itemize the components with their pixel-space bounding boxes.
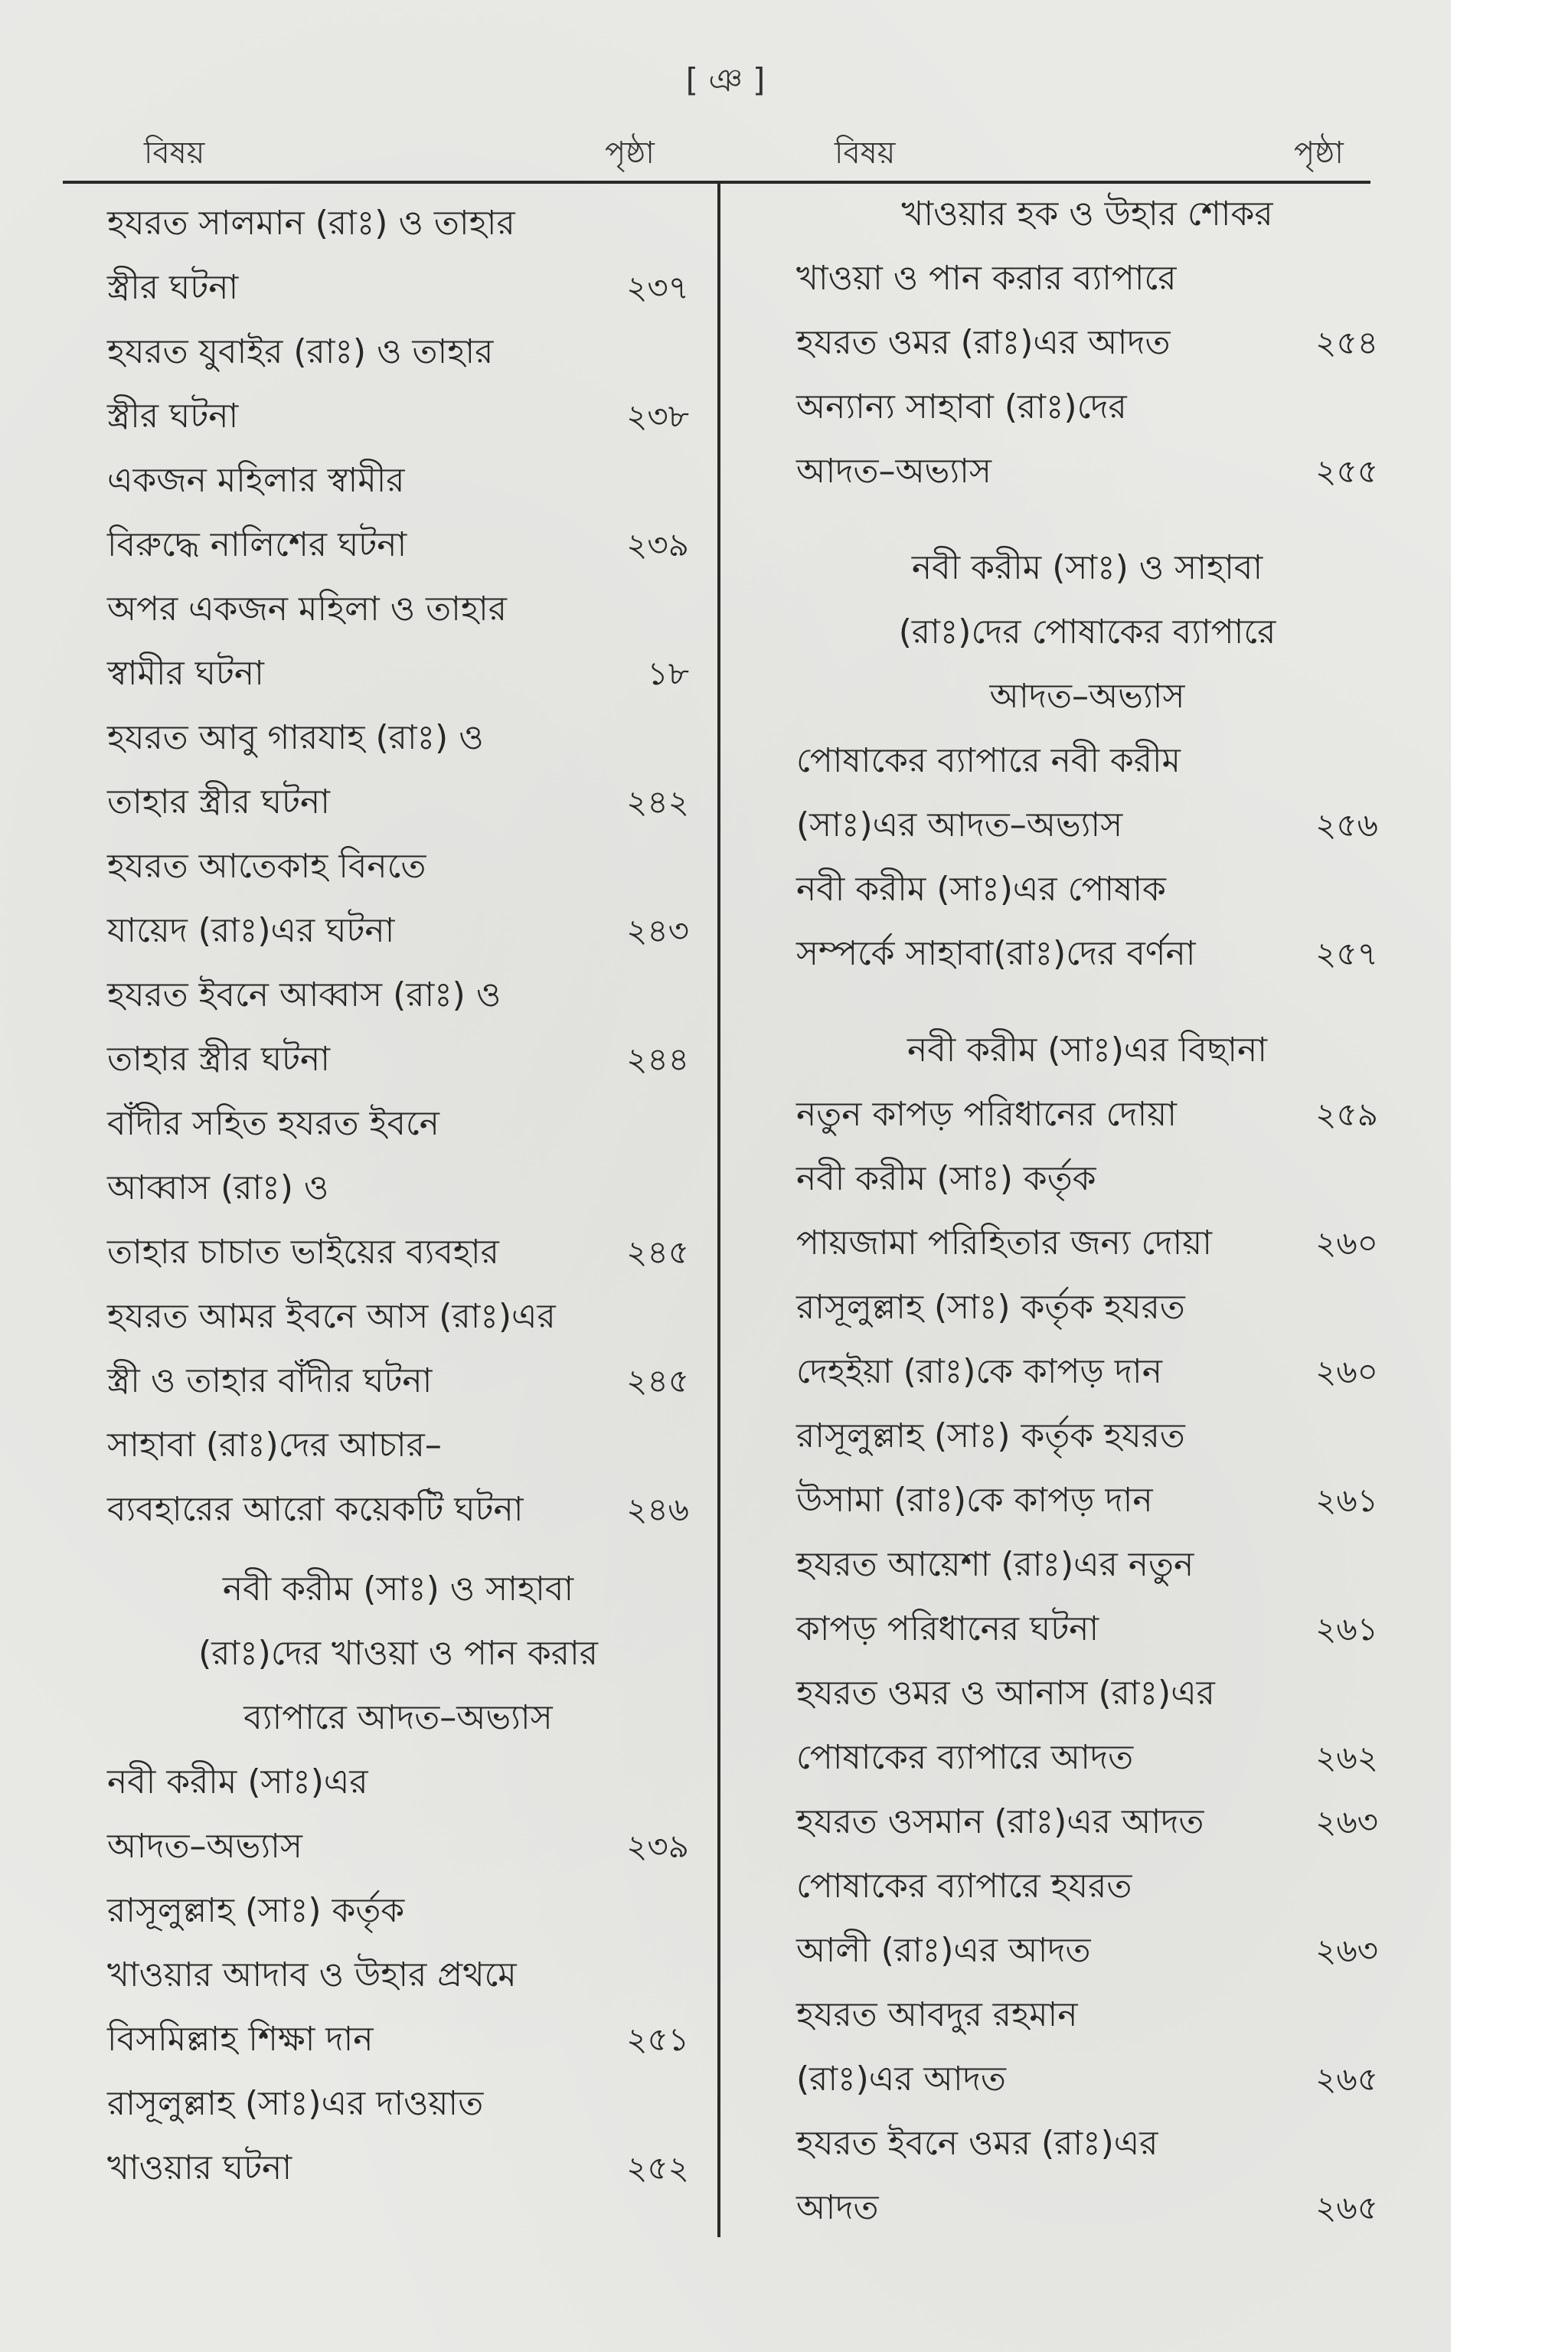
toc-entry: হযরত আতেকাহ বিনতে xyxy=(107,847,426,886)
toc-page-number: ২৩৮ xyxy=(626,397,689,435)
toc-page-number: ২৬১ xyxy=(1315,1481,1378,1519)
toc-page-number: ২৪৬ xyxy=(626,1491,689,1528)
left-page-header: পৃষ্ঠা xyxy=(605,136,655,171)
toc-page-number: ২৫৪ xyxy=(1315,324,1378,361)
toc-entry: কাপড় পরিধানের ঘটনা xyxy=(796,1609,1099,1648)
toc-entry: পোষাকের ব্যাপারে আদত xyxy=(796,1738,1134,1777)
toc-page-number: ২৪৪ xyxy=(626,1040,689,1078)
toc-entry: স্ত্রী ও তাহার বাঁদীর ঘটনা xyxy=(107,1361,433,1400)
toc-entry: হযরত আবদুর রহমান xyxy=(796,1995,1078,2034)
toc-entry: স্বামীর ঘটনা xyxy=(107,654,264,693)
toc-entry: নবী করীম (সাঃ)এর xyxy=(107,1762,368,1802)
toc-entry: হযরত যুবাইর (রাঃ) ও তাহার xyxy=(107,332,494,371)
toc-page-number: ২৬৫ xyxy=(1315,2060,1378,2098)
toc-page-number: ২৩৯ xyxy=(626,526,689,564)
toc-page-number: ২৫৫ xyxy=(1315,452,1378,490)
toc-entry: (রাঃ)এর আদত xyxy=(796,2060,1006,2099)
section-heading: ব্যাপারে আদত–অভ্যাস xyxy=(243,1698,553,1737)
toc-page-number: ২৫২ xyxy=(626,2149,689,2187)
toc-entry: হযরত ইবনে আব্বাস (রাঃ) ও xyxy=(107,975,501,1014)
toc-page-number: ২৬০ xyxy=(1315,1353,1378,1390)
toc-entry: অপর একজন মহিলা ও তাহার xyxy=(107,590,507,629)
toc-entry: পায়জামা পরিহিতার জন্য দোয়া xyxy=(796,1223,1212,1263)
toc-entry: খাওয়া ও পান করার ব্যাপারে xyxy=(796,259,1177,298)
right-page-header: পৃষ্ঠা xyxy=(1294,136,1344,171)
toc-page-number: ২৬৩ xyxy=(1315,1803,1378,1841)
column-divider xyxy=(717,184,720,2237)
toc-page-number: ২৬৫ xyxy=(1315,2189,1378,2226)
toc-entry: উসামা (রাঃ)কে কাপড় দান xyxy=(796,1481,1153,1520)
toc-entry: রাসূলুল্লাহ (সাঃ) কর্তৃক xyxy=(107,1891,405,1930)
toc-entry: বিসমিল্লাহ শিক্ষা দান xyxy=(107,2020,374,2059)
toc-entry: হযরত আমর ইবনে আস (রাঃ)এর xyxy=(107,1297,556,1336)
toc-page-number: ২৫৯ xyxy=(1315,1096,1378,1133)
toc-page-number: ২৫৬ xyxy=(1315,806,1378,844)
toc-entry: বাঁদীর সহিত হযরত ইবনে xyxy=(107,1104,439,1143)
toc-page-number: ২৫১ xyxy=(626,2020,689,2058)
toc-entry: তাহার স্ত্রীর ঘটনা xyxy=(107,782,331,822)
toc-entry: বিরুদ্ধে নালিশের ঘটনা xyxy=(107,525,407,564)
toc-page-number: ২৬১ xyxy=(1315,1610,1378,1648)
section-heading: খাওয়ার হক ও উহার শোকর xyxy=(901,194,1273,234)
toc-page-number: ২৩৭ xyxy=(626,269,689,306)
toc-entry: আলী (রাঃ)এর আদত xyxy=(796,1931,1091,1970)
toc-entry: আদত xyxy=(796,2188,879,2227)
toc-entry: হযরত আবু গারযাহ (রাঃ) ও xyxy=(107,718,484,757)
page-marker: [ ঞ ] xyxy=(685,61,766,99)
toc-entry: খাওয়ার আদাব ও উহার প্রথমে xyxy=(107,1955,517,1994)
toc-page-number: ২৪৩ xyxy=(626,912,689,949)
toc-entry: স্ত্রীর ঘটনা xyxy=(107,397,239,436)
toc-entry: সাহাবা (রাঃ)দের আচার– xyxy=(107,1426,442,1465)
toc-page-number: ২৫৭ xyxy=(1315,935,1378,972)
right-topic-header: বিষয় xyxy=(835,136,896,171)
toc-entry: দেহইয়া (রাঃ)কে কাপড় দান xyxy=(796,1352,1162,1391)
toc-entry: একজন মহিলার স্বামীর xyxy=(107,461,405,500)
toc-page-number: ২৬২ xyxy=(1315,1739,1378,1776)
section-heading: নবী করীম (সাঃ)এর বিছানা xyxy=(906,1031,1268,1070)
toc-entry: পোষাকের ব্যাপারে হযরত xyxy=(796,1867,1132,1906)
toc-entry: হযরত সালমান (রাঃ) ও তাহার xyxy=(107,204,515,243)
toc-page-number: ১৮ xyxy=(647,655,689,692)
section-heading: আদত–অভ্যাস xyxy=(989,677,1185,716)
toc-entry: নবী করীম (সাঃ) কর্তৃক xyxy=(796,1159,1096,1198)
toc-entry: স্ত্রীর ঘটনা xyxy=(107,268,239,307)
toc-entry: হযরত আয়েশা (রাঃ)এর নতুন xyxy=(796,1545,1194,1584)
left-topic-header: বিষয় xyxy=(144,136,205,171)
toc-page-number: ২৪৫ xyxy=(626,1362,689,1400)
toc-entry: অন্যান্য সাহাবা (রাঃ)দের xyxy=(796,387,1127,426)
toc-entry: হযরত ওমর (রাঃ)এর আদত xyxy=(796,323,1171,362)
toc-entry: হযরত ইবনে ওমর (রাঃ)এর xyxy=(796,2124,1158,2163)
toc-page-number: ২৪৫ xyxy=(626,1233,689,1271)
toc-entry: আদত–অভ্যাস xyxy=(107,1827,302,1866)
toc-entry: ব্যবহারের আরো কয়েকটি ঘটনা xyxy=(107,1490,524,1529)
toc-entry: রাসূলুল্লাহ (সাঃ) কর্তৃক হযরত xyxy=(796,1416,1185,1455)
section-heading: (রাঃ)দের খাওয়া ও পান করার xyxy=(198,1634,598,1673)
toc-entry: নবী করীম (সাঃ)এর পোষাক xyxy=(796,870,1166,909)
toc-entry: আব্বাস (রাঃ) ও xyxy=(107,1168,329,1207)
toc-page-number: ২৩৯ xyxy=(626,1828,689,1865)
toc-page-number: ২৬৩ xyxy=(1315,1932,1378,1969)
toc-page-number: ২৪২ xyxy=(626,783,689,821)
toc-entry: খাওয়ার ঘটনা xyxy=(107,2148,292,2187)
section-heading: (রাঃ)দের পোষাকের ব্যাপারে xyxy=(898,612,1276,652)
toc-entry: রাসূলুল্লাহ (সাঃ)এর দাওয়াত xyxy=(107,2084,484,2123)
toc-entry: সম্পর্কে সাহাবা(রাঃ)দের বর্ণনা xyxy=(796,934,1196,973)
toc-entry: হযরত ওসমান (রাঃ)এর আদত xyxy=(796,1802,1204,1841)
toc-entry: রাসূলুল্লাহ (সাঃ) কর্তৃক হযরত xyxy=(796,1288,1185,1327)
toc-entry: তাহার স্ত্রীর ঘটনা xyxy=(107,1040,331,1079)
section-heading: নবী করীম (সাঃ) ও সাহাবা xyxy=(222,1570,574,1609)
section-heading: নবী করীম (সাঃ) ও সাহাবা xyxy=(911,548,1263,587)
toc-entry: হযরত ওমর ও আনাস (রাঃ)এর xyxy=(796,1674,1215,1713)
toc-entry: আদত–অভ্যাস xyxy=(796,452,991,491)
toc-page-number: ২৬০ xyxy=(1315,1224,1378,1262)
toc-entry: তাহার চাচাত ভাইয়ের ব্যবহার xyxy=(107,1233,499,1272)
toc-entry: পোষাকের ব্যাপারে নবী করীম xyxy=(796,741,1181,780)
toc-entry: যায়েদ (রাঃ)এর ঘটনা xyxy=(107,911,395,950)
toc-entry: (সাঃ)এর আদত–অভ্যাস xyxy=(796,805,1123,844)
toc-entry: নতুন কাপড় পরিধানের দোয়া xyxy=(796,1095,1177,1134)
